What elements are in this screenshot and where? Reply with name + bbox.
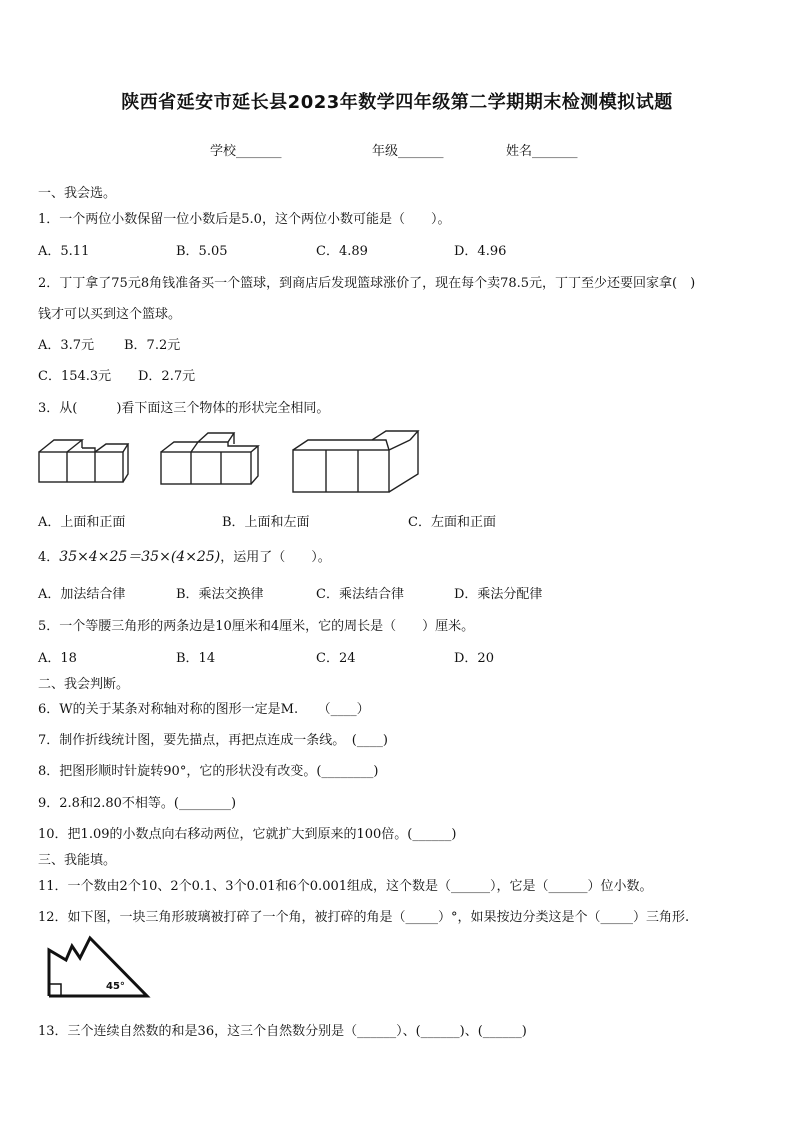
section-heading-judge: 二、我会判断。 [38, 677, 130, 692]
page-title: 陕西省延安市延长县2023年数学四年级第二学期期末检测模拟试题 [121, 92, 673, 113]
q2-option-a: A．3.7元 [38, 338, 95, 353]
question-11: 11．一个数由2个10、2个0.1、3个0.01和6个0.001组成，这个数是（______），它是（______）位小数。 [38, 879, 653, 894]
q4-tail: ，运用了（ ）。 [220, 550, 331, 565]
q2-option-d: D．2.7元 [138, 369, 196, 384]
question-5: 5．一个等腰三角形的两条边是10厘米和4厘米，它的周长是（ ）厘米。 [38, 619, 475, 634]
q4-option-c: C．乘法结合律 [316, 587, 404, 602]
q5-option-d: D．20 [454, 651, 494, 666]
question-8: 8．把图形顺时针旋转90°，它的形状没有改变。(________) [38, 764, 379, 779]
q1-option-c: C．4.89 [316, 244, 368, 259]
cube-figure-3 [290, 428, 422, 496]
q4-number: 4． [38, 550, 60, 565]
q2-option-c: C．154.3元 [38, 369, 112, 384]
q5-option-c: C．24 [316, 651, 356, 666]
name-field: 姓名_______ [506, 144, 578, 159]
question-7: 7．制作折线统计图，要先描点，再把点连成一条线。 (____) [38, 733, 388, 748]
q4-option-d: D．乘法分配律 [454, 587, 543, 602]
broken-triangle-figure [44, 934, 154, 1000]
question-12: 12．如下图，一块三角形玻璃被打碎了一个角，被打碎的角是（_____）°，如果按边分类这是个（_____）三角形. [38, 910, 690, 925]
q5-option-a: A．18 [38, 651, 77, 666]
q3-option-b: B．上面和左面 [222, 515, 310, 530]
q5-option-b: B．14 [176, 651, 216, 666]
question-9: 9．2.8和2.80不相等。(________) [38, 796, 237, 811]
q3-option-c: C．左面和正面 [408, 515, 496, 530]
question-2-line1: 2．丁丁拿了75元8角钱准备买一个篮球，到商店后发现篮球涨价了，现在每个卖78.5元，丁丁至少还要回家拿( ) [38, 276, 696, 291]
q1-option-a: A．5.11 [38, 244, 90, 259]
question-3: 3．从( )看下面这三个物体的形状完全相同。 [38, 401, 330, 416]
angle-label: 45° [106, 981, 125, 992]
question-10: 10．把1.09的小数点向右移动两位，它就扩大到原来的100倍。(______) [38, 827, 457, 842]
question-13: 13．三个连续自然数的和是36，这三个自然数分别是（______）、(______)、(______) [38, 1024, 527, 1039]
q4-option-a: A．加法结合律 [38, 587, 126, 602]
question-6: 6．W的关于某条对称轴对称的图形一定是M. （____） [38, 702, 370, 717]
q2-option-b: B．7.2元 [124, 338, 181, 353]
q4-expression: 35×4×25＝35×(4×25) [59, 549, 221, 565]
q3-option-a: A．上面和正面 [38, 515, 126, 530]
question-4 [38, 546, 331, 566]
q1-option-d: D．4.96 [454, 244, 507, 259]
question-2-line2: 钱才可以买到这个篮球。 [38, 307, 182, 322]
section-heading-fill: 三、我能填。 [38, 853, 117, 868]
cube-figure-2 [158, 430, 268, 488]
q1-option-b: B．5.05 [176, 244, 228, 259]
section-heading-choice: 一、我会选。 [38, 186, 117, 201]
grade-field: 年级_______ [372, 144, 444, 159]
cube-figure-1 [36, 434, 136, 486]
school-field: 学校_______ [210, 144, 282, 159]
q4-option-b: B．乘法交换律 [176, 587, 264, 602]
question-1: 1．一个两位小数保留一位小数后是5.0，这个两位小数可能是（ ）。 [38, 212, 451, 227]
